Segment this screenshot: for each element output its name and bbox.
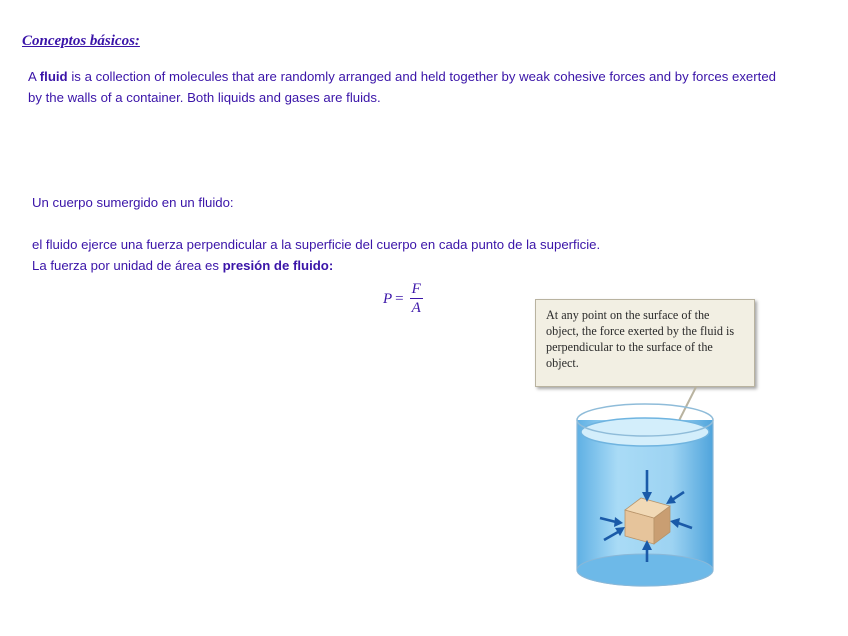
cube-object (625, 498, 670, 544)
pressure-sentence (32, 258, 333, 273)
formula-fraction (410, 281, 423, 317)
formula-numerator: F (411, 281, 421, 297)
pressure-term: presión de fluido (222, 258, 329, 273)
definition-term: fluid (39, 69, 68, 84)
formula-denominator: A (411, 300, 421, 316)
beaker-bottom (577, 554, 713, 586)
pressure-formula (383, 278, 423, 320)
pressure-suffix: : (328, 258, 334, 273)
fluid-definition (28, 66, 776, 108)
pressure-prefix: La fuerza por unidad de área es (32, 258, 223, 273)
formula-lhs: P (383, 290, 393, 307)
section-heading: Conceptos básicos: (22, 33, 140, 49)
fluid-force-text: el fluido ejerce una fuerza perpendicular a la superficie del cuerpo en cada punto de la superficie. (32, 237, 601, 252)
beaker-illustration (560, 382, 730, 594)
submerged-title: Un cuerpo sumergido en un fluido: (32, 195, 234, 210)
figure-callout: At any point on the surface of the object, the force exerted by the fluid is perpendicular to the surface of the object. (535, 299, 755, 387)
definition-rest: is a collection of molecules that are randomly arranged and held together by weak cohesive forces and by forces exerted by the walls of a container. Both liquids and gases are fluids. (28, 69, 776, 105)
definition-prefix: A (28, 69, 40, 84)
formula-equals: = (395, 290, 404, 307)
